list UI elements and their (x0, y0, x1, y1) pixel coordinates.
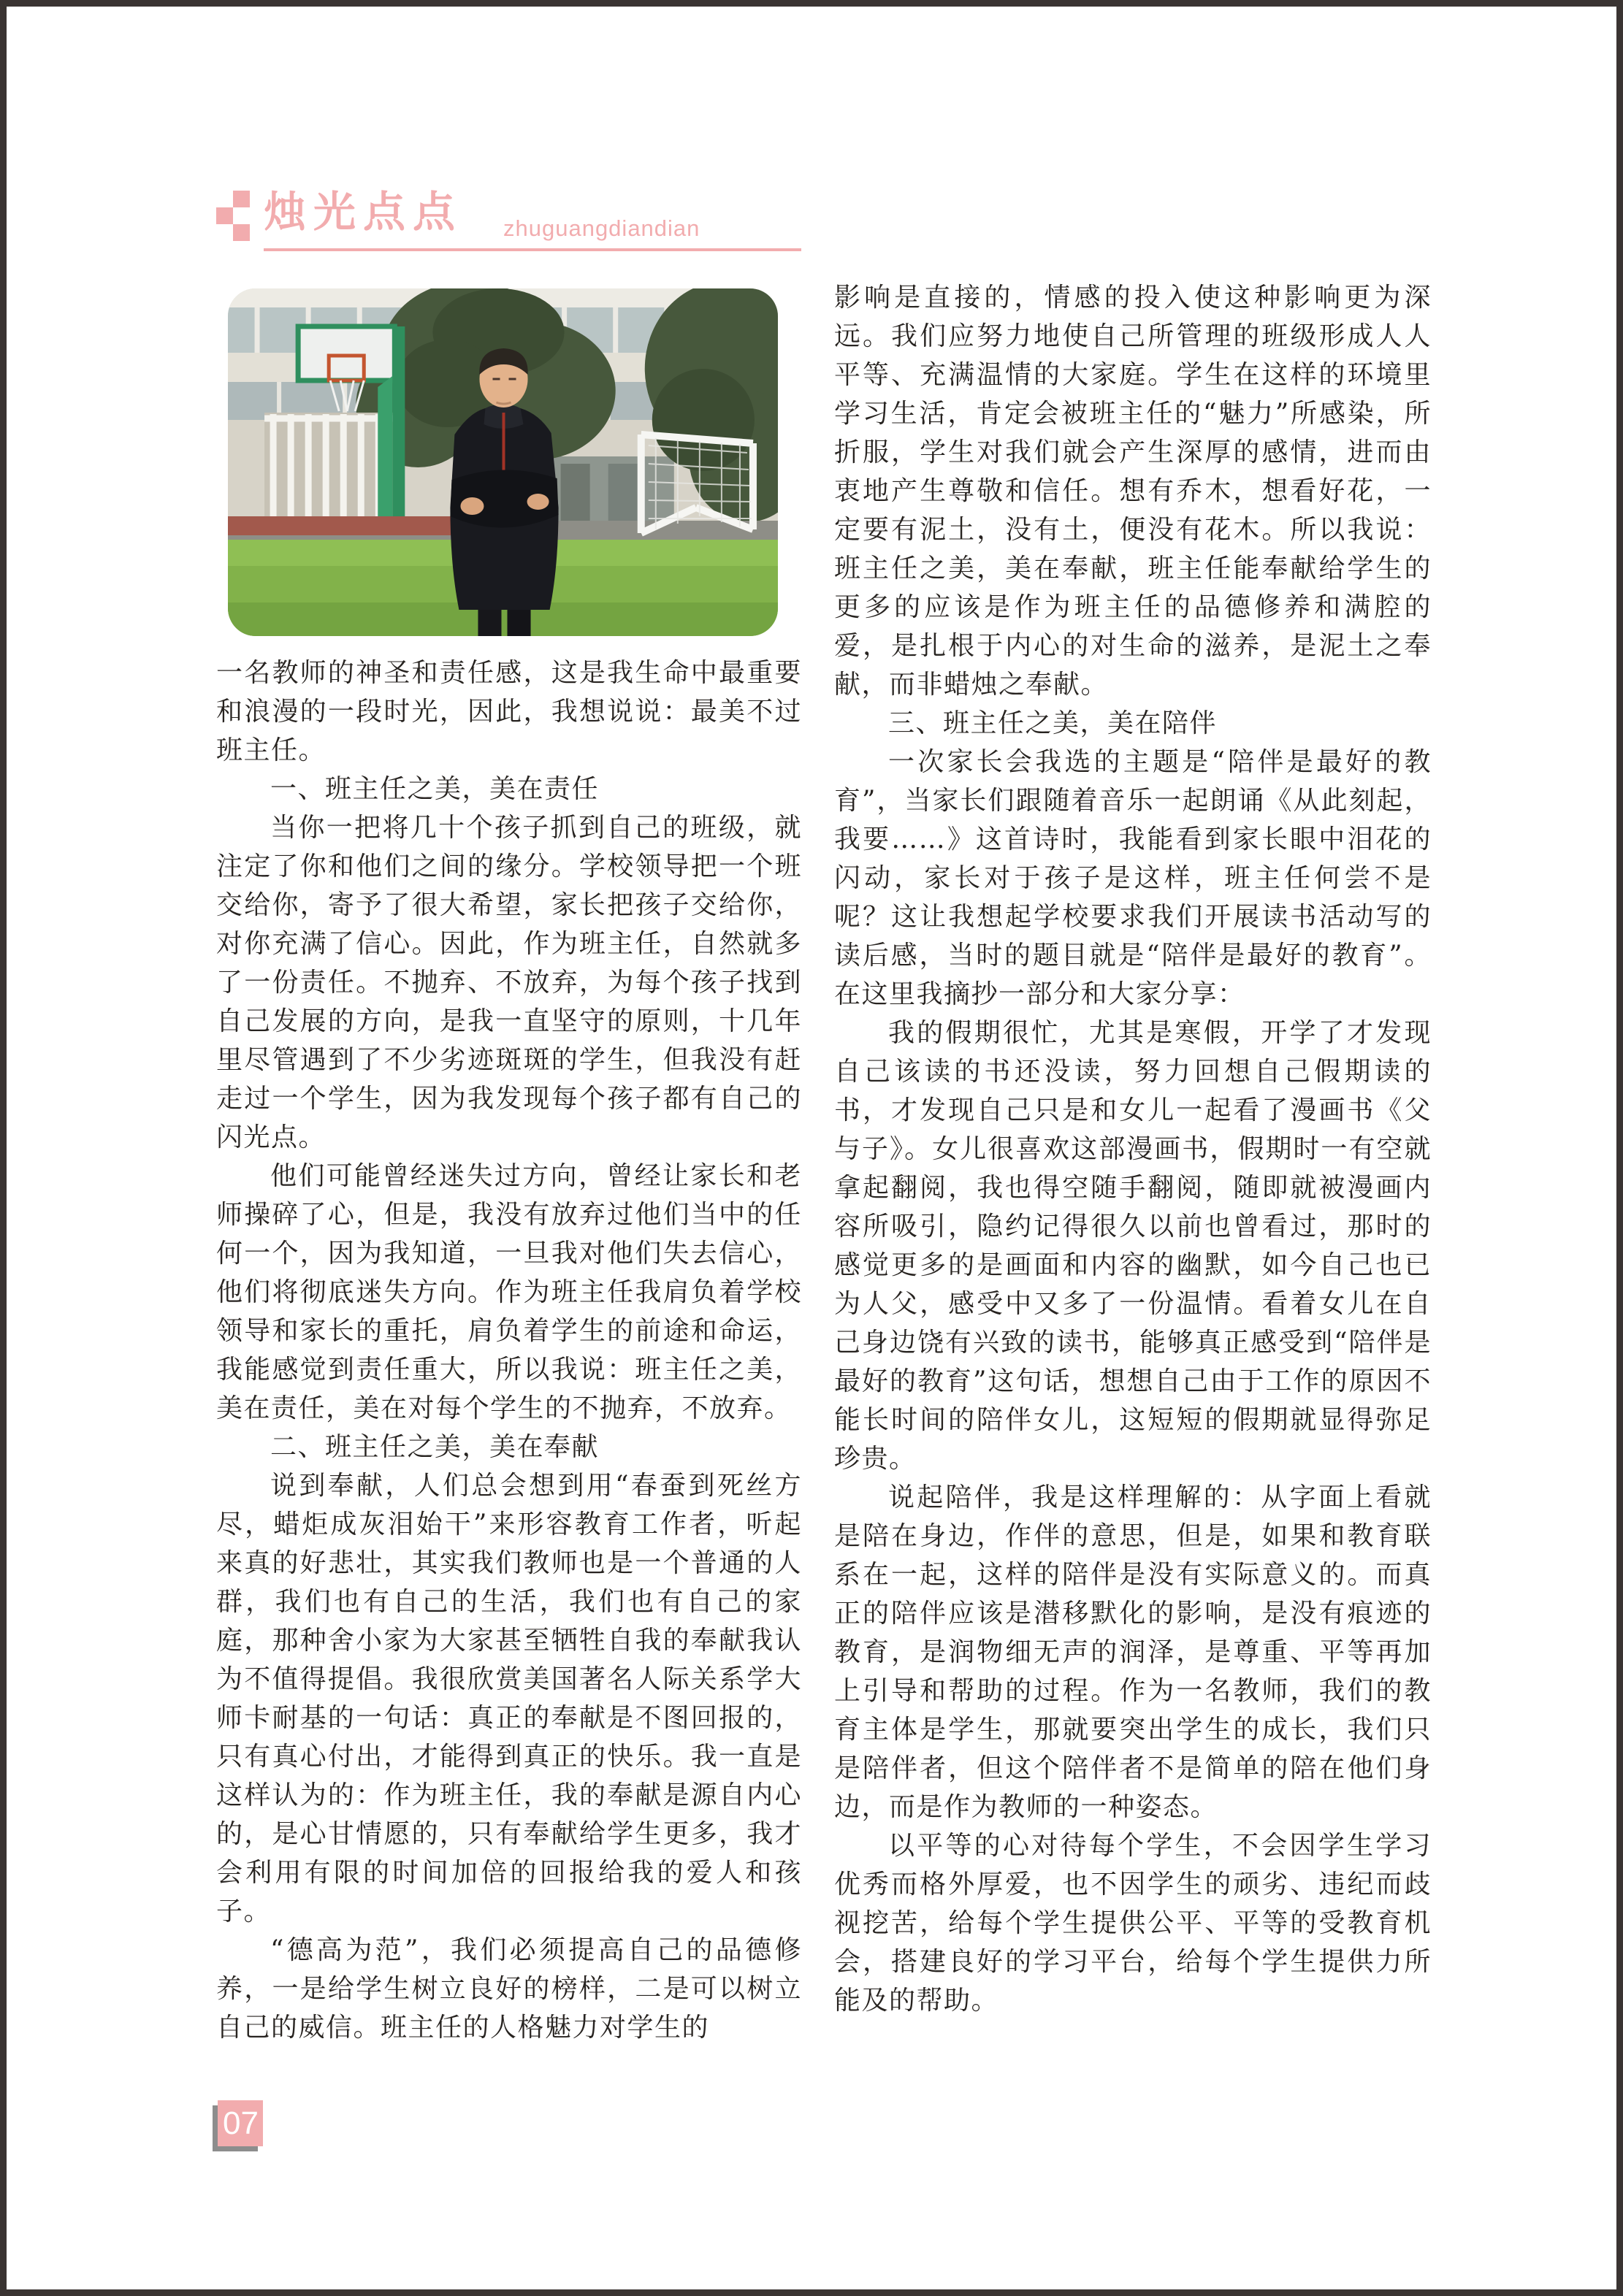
photo-illustration (228, 288, 778, 636)
paragraph: 二、班主任之美，美在奉献 (270, 1432, 600, 1462)
text-column-left (216, 654, 802, 2047)
paragraph: 我的假期很忙，尤其是寒假，开学了才发现自己该读的书还没读，努力回想自己假期读的书，才发现自己只是和女儿一起看了漫画书《父与子》。女儿很喜欢这部漫画书，假期时一有空就拿起翻阅，我也得空随手翻阅，随即就被漫画内容所吸引，隐约记得很久以前也曾看过，那时的感觉更多的是画面和内容的幽默，如今自己也已为人父，感受中又多了一份温情。看着女儿在自己身边饶有兴致的读书，能够真正感受到“陪伴是最好的教育”这句话，想想自己由于工作的原因不能长时间的陪伴女儿，这短短的假期就显得弥足珍贵。 (834, 1018, 1432, 1474)
paragraph: 当你一把将几十个孩子抓到自己的班级，就注定了你和他们之间的缘分。学校领导把一个班交给你，寄予了很大希望，家长把孩子交给你，对你充满了信心。因此，作为班主任，自然就多了一份责任。不抛弃、不放弃，为每个孩子找到自己发展的方向，是我一直坚守的原则，十几年里尽管遇到了不少劣迹斑斑的学生，但我没有赶走过一个学生，因为我发现每个孩子都有自己的闪光点。 (216, 813, 802, 1152)
paragraph: 影响是直接的，情感的投入使这种影响更为深远。我们应努力地使自己所管理的班级形成人人平等、充满温情的大家庭。学生在这样的环境里学习生活，肯定会被班主任的“魅力”所感染，所折服，学生对我们就会产生深厚的感情，进而由衷地产生尊敬和信任。想有乔木，想看好花，一定要有泥土，没有土，便没有花木。所以我说：班主任之美，美在奉献，班主任能奉献给学生的更多的应该是作为班主任的品德修养和满腔的爱，是扎根于内心的对生命的滋养，是泥土之奉献，而非蜡烛之奉献。 (834, 283, 1432, 700)
section-subtitle: zhuguangdiandian (503, 215, 700, 241)
text-column-right (834, 278, 1432, 2020)
paragraph: 以平等的心对待每个学生，不会因学生学习优秀而格外厚爱，也不因学生的顽劣、违纪而歧视挖苦，给每个学生提供公平、平等的受教育机会，搭建良好的学习平台，给每个学生提供力所能及的帮助。 (834, 1831, 1432, 2016)
logo-square-icon (233, 191, 250, 207)
teacher-photo (228, 288, 778, 636)
header-rule (264, 248, 801, 251)
logo-square-icon (216, 207, 233, 224)
section-title: 烛光点点 (264, 187, 463, 237)
paragraph: 一、班主任之美，美在责任 (270, 774, 600, 804)
paragraph: “德高为范”，我们必须提高自己的品德修养，一是给学生树立良好的榜样，二是可以树立自己的威信。班主任的人格魅力对学生的 (216, 1935, 802, 2043)
page-number-badge: 07 (218, 2100, 263, 2146)
logo-square-icon (233, 224, 250, 241)
paragraph: 说起陪伴，我是这样理解的：从字面上看就是陪在身边，作伴的意思，但是，如果和教育联系在一起，这样的陪伴是没有实际意义的。而真正的陪伴应该是潜移默化的影响，是没有痕迹的教育，是润物细无声的润泽，是尊重、平等再加上引导和帮助的过程。作为一名教师，我们的教育主体是学生，那就要突出学生的成长，我们只是陪伴者，但这个陪伴者不是简单的陪在他们身边，而是作为教师的一种姿态。 (834, 1482, 1432, 1822)
paragraph: 一次家长会我选的主题是“陪伴是最好的教育”，当家长们跟随着音乐一起朗诵《从此刻起，我要……》这首诗时，我能看到家长眼中泪花的闪动，家长对于孩子是这样，班主任何尝不是呢？这让我想起学校要求我们开展读书活动写的读后感，当时的题目就是“陪伴是最好的教育”。在这里我摘抄一部分和大家分享： (834, 747, 1432, 1009)
paragraph: 说到奉献，人们总会想到用“春蚕到死丝方尽，蜡炬成灰泪始干”来形容教育工作者，听起来真的好悲壮，其实我们教师也是一个普通的人群，我们也有自己的生活，我们也有自己的家庭，那种舍小家为大家甚至牺牲自我的奉献我认为不值得提倡。我很欣赏美国著名人际关系学大师卡耐基的一句话：真正的奉献是不图回报的，只有真心付出，才能得到真正的快乐。我一直是这样认为的：作为班主任，我的奉献是源自内心的，是心甘情愿的，只有奉献给学生更多，我才会利用有限的时间加倍的回报给我的爱人和孩子。 (216, 1471, 802, 1926)
paragraph: 他们可能曾经迷失过方向，曾经让家长和老师操碎了心，但是，我没有放弃过他们当中的任何一个，因为我知道，一旦我对他们失去信心，他们将彻底迷失方向。作为班主任我肩负着学校领导和家长的重托，肩负着学生的前途和命运，我能感觉到责任重大，所以我说：班主任之美，美在责任，美在对每个学生的不抛弃，不放弃。 (216, 1161, 802, 1423)
paragraph: 三、班主任之美，美在陪伴 (888, 708, 1218, 738)
paragraph: 一名教师的神圣和责任感，这是我生命中最重要和浪漫的一段时光，因此，我想说说：最美不过班主任。 (216, 658, 802, 765)
